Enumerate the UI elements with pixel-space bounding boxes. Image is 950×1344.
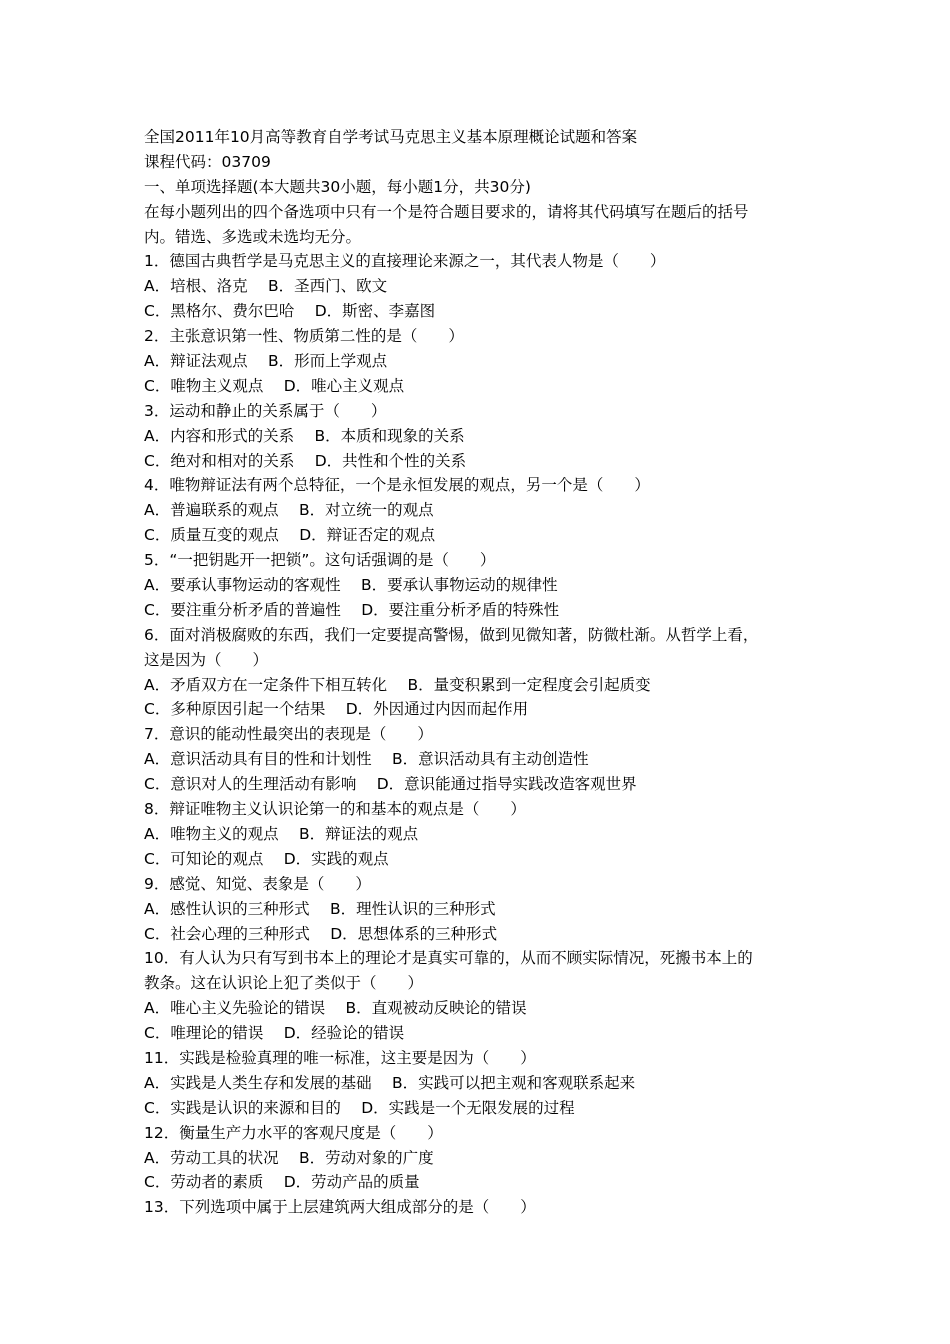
section-heading: 一、单项选择题(本大题共30小题，每小题1分，共30分) <box>144 177 531 196</box>
question-11: 11．实践是检验真理的唯一标准，这主要是因为（ ） <box>144 1048 536 1067</box>
question-1: 1．德国古典哲学是马克思主义的直接理论来源之一，其代表人物是（ ） <box>144 252 666 271</box>
question-7-options-cd: C．意识对人的生理活动有影响 D．意识能通过指导实践改造客观世界 <box>144 775 637 794</box>
course-code: 课程代码：03709 <box>144 152 271 171</box>
question-2: 2．主张意识第一性、物质第二性的是（ ） <box>144 327 464 346</box>
question-5-options-cd: C．要注重分析矛盾的普遍性 D．要注重分析矛盾的特殊性 <box>144 600 560 619</box>
question-1-options-cd: C．黑格尔、费尔巴哈 D．斯密、李嘉图 <box>144 302 436 321</box>
question-7: 7．意识的能动性最突出的表现是（ ） <box>144 725 433 744</box>
question-1-options-ab: A．培根、洛克 B．圣西门、欧文 <box>144 277 388 296</box>
question-13: 13．下列选项中属于上层建筑两大组成部分的是（ ） <box>144 1198 536 1217</box>
question-9: 9．感觉、知觉、表象是（ ） <box>144 874 371 893</box>
question-12-options-cd: C．劳动者的素质 D．劳动产品的质量 <box>144 1173 420 1192</box>
instructions-line-1: 在每小题列出的四个备选项中只有一个是符合题目要求的，请将其代码填写在题后的括号 <box>144 202 749 221</box>
question-4-options-ab: A．普遍联系的观点 B．对立统一的观点 <box>144 501 434 520</box>
question-6-line-1: 6．面对消极腐败的东西，我们一定要提高警惕，做到见微知著，防微杜渐。从哲学上看， <box>144 625 759 644</box>
question-8-options-cd: C．可知论的观点 D．实践的观点 <box>144 849 389 868</box>
question-3-options-ab: A．内容和形式的关系 B．本质和现象的关系 <box>144 426 465 445</box>
question-8-options-ab: A．唯物主义的观点 B．辩证法的观点 <box>144 824 419 843</box>
question-9-options-cd: C．社会心理的三种形式 D．思想体系的三种形式 <box>144 924 498 943</box>
question-10-options-ab: A．唯心主义先验论的错误 B．直观被动反映论的错误 <box>144 999 527 1018</box>
question-6-options-cd: C．多种原因引起一个结果 D．外因通过内因而起作用 <box>144 700 529 719</box>
instructions-line-2: 内。错选、多选或未选均无分。 <box>144 227 362 246</box>
document-title: 全国2011年10月高等教育自学考试马克思主义基本原理概论试题和答案 <box>144 128 638 146</box>
question-4: 4．唯物辩证法有两个总特征，一个是永恒发展的观点，另一个是（ ） <box>144 476 650 495</box>
question-10-line-2: 教条。这在认识论上犯了类似于（ ） <box>144 974 424 993</box>
question-3: 3．运动和静止的关系属于（ ） <box>144 401 387 420</box>
question-9-options-ab: A．感性认识的三种形式 B．理性认识的三种形式 <box>144 899 496 918</box>
document-text <box>144 125 814 1220</box>
question-11-options-ab: A．实践是人类生存和发展的基础 B．实践可以把主观和客观联系起来 <box>144 1073 636 1092</box>
question-3-options-cd: C．绝对和相对的关系 D．共性和个性的关系 <box>144 451 467 470</box>
question-11-options-cd: C．实践是认识的来源和目的 D．实践是一个无限发展的过程 <box>144 1098 575 1117</box>
question-12: 12．衡量生产力水平的客观尺度是（ ） <box>144 1123 443 1142</box>
question-6-options-ab: A．矛盾双方在一定条件下相互转化 B．量变积累到一定程度会引起质变 <box>144 675 651 694</box>
question-12-options-ab: A．劳动工具的状况 B．劳动对象的广度 <box>144 1148 434 1167</box>
question-2-options-ab: A．辩证法观点 B．形而上学观点 <box>144 352 388 371</box>
question-10-options-cd: C．唯理论的错误 D．经验论的错误 <box>144 1024 405 1043</box>
question-5-options-ab: A．要承认事物运动的客观性 B．要承认事物运动的规律性 <box>144 576 558 595</box>
question-4-options-cd: C．质量互变的观点 D．辩证否定的观点 <box>144 526 436 545</box>
question-7-options-ab: A．意识活动具有目的性和计划性 B．意识活动具有主动创造性 <box>144 750 589 769</box>
question-2-options-cd: C．唯物主义观点 D．唯心主义观点 <box>144 376 405 395</box>
question-10-line-1: 10．有人认为只有写到书本上的理论才是真实可靠的，从而不顾实际情况，死搬书本上的 <box>144 949 753 968</box>
question-5: 5．“一把钥匙开一把锁”。这句话强调的是（ ） <box>144 551 496 570</box>
question-8: 8．辩证唯物主义认识论第一的和基本的观点是（ ） <box>144 800 526 819</box>
question-6-line-2: 这是因为（ ） <box>144 650 269 669</box>
